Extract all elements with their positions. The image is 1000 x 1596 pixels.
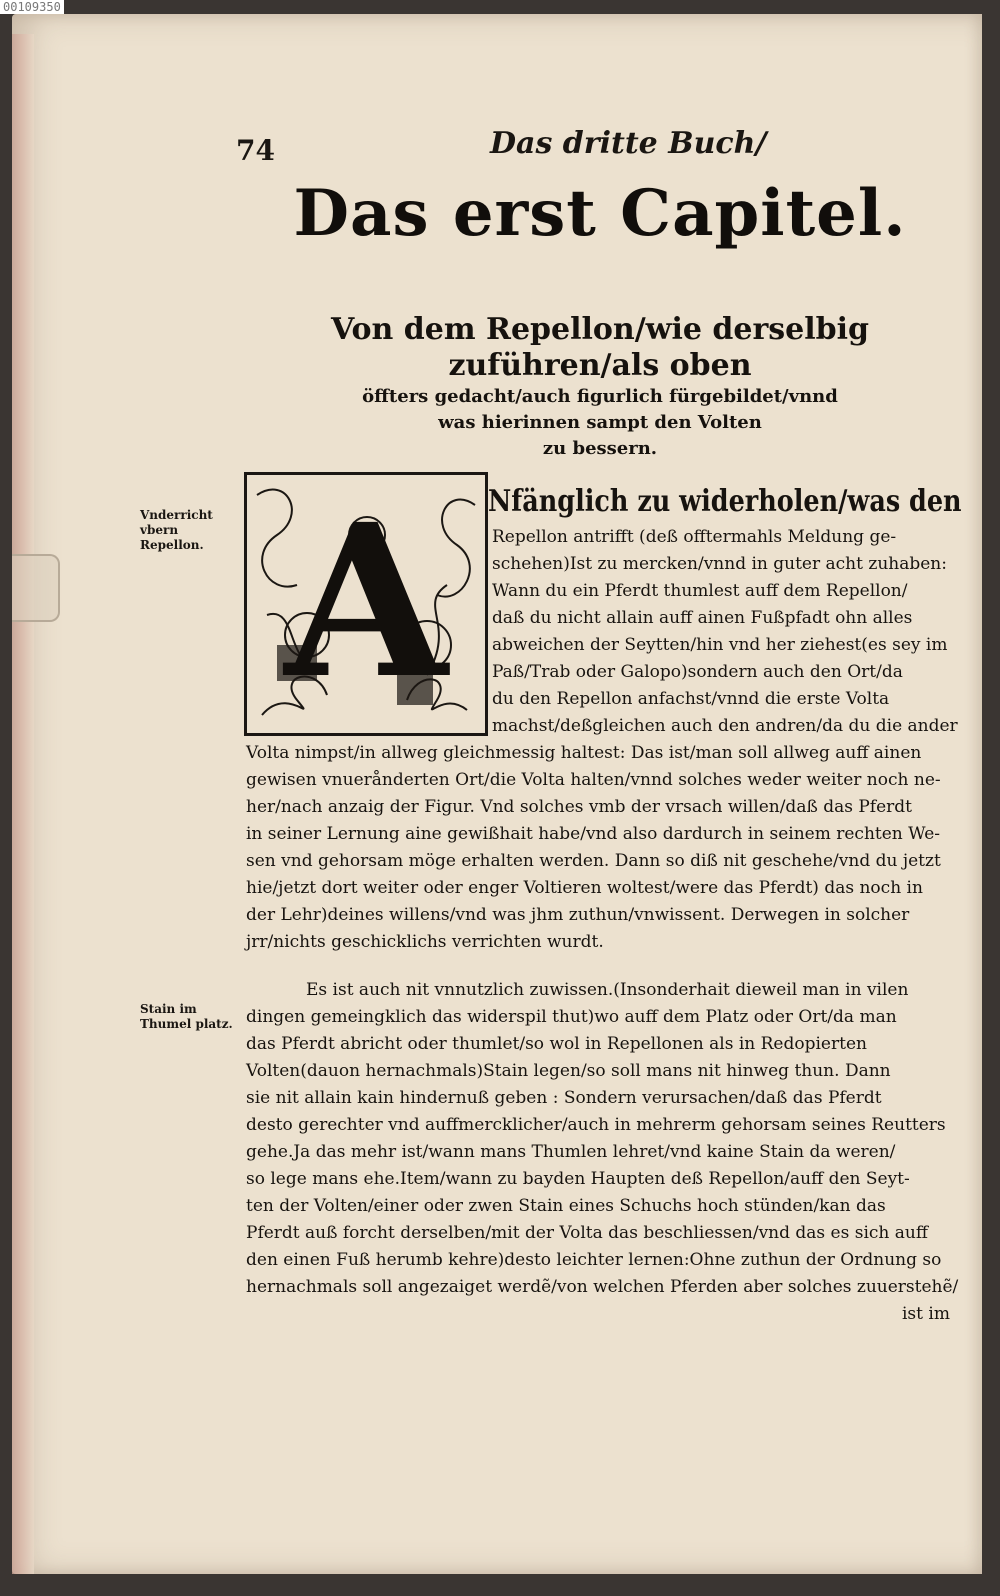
text-line: Repellon antrifft (deß offtermahls Meldung ge- bbox=[492, 527, 897, 547]
text-line: Volta nimpst/in allweg gleichmessig haltest: Das ist/man soll allweg auff ainen bbox=[246, 743, 922, 763]
chapter-subtitle bbox=[250, 312, 950, 462]
text-line: der Lehr)deines willens/vnd was jhm zuthun/vnwissent. Derwegen in solcher bbox=[246, 905, 910, 925]
text-line: her/nach anzaig der Figur. Vnd solches vmb der vrsach willen/daß das Pferdt bbox=[246, 797, 912, 817]
catchword: ist im bbox=[902, 1304, 950, 1324]
ornament-icon bbox=[247, 475, 485, 733]
margin-note: Stain im Thumel platz. bbox=[140, 1002, 233, 1031]
text-line: so lege mans ehe.Item/wann zu bayden Haupten deß Repellon/auff den Seyt- bbox=[246, 1169, 910, 1189]
page-edge bbox=[12, 34, 34, 1574]
text-line: in seiner Lernung aine gewißhait habe/vnd also dardurch in seinem rechten We- bbox=[246, 824, 941, 844]
text-line: Wann du ein Pferdt thumlest auff dem Repellon/ bbox=[492, 581, 908, 601]
text-line: das Pferdt abricht oder thumlet/so wol in Repellonen als in Redopierten bbox=[246, 1034, 867, 1054]
text-line: dingen gemeingklich das widerspil thut)wo auff dem Platz oder Ort/da man bbox=[246, 1007, 897, 1027]
running-header bbox=[230, 126, 960, 176]
text-line: sen vnd gehorsam möge erhalten werden. Dann so diß nit geschehe/vnd du jetzt bbox=[246, 851, 941, 871]
page-clip bbox=[12, 554, 60, 622]
subtitle-line: was hierinnen sampt den Volten bbox=[438, 412, 762, 433]
text-line: Pferdt auß forcht derselben/mit der Volta das beschliessen/vnd das es sich auff bbox=[246, 1223, 928, 1243]
text-line: den einen Fuß herumb kehre)desto leichter lernen:Ohne zuthun der Ordnung so bbox=[246, 1250, 942, 1270]
text-line: ten der Volten/einer oder zwen Stain eines Schuchs hoch stünden/kan das bbox=[246, 1196, 886, 1216]
text-line: sie nit allain kain hindernuß geben : Sondern verursachen/daß das Pferdt bbox=[246, 1088, 882, 1108]
text-line: gehe.Ja das mehr ist/wann mans Thumlen lehret/vnd kaine Stain da weren/ bbox=[246, 1142, 896, 1162]
text-line: abweichen der Seytten/hin vnd her ziehest(es sey im bbox=[492, 635, 948, 655]
subtitle-line: öffters gedacht/auch figurlich fürgebildet/vnnd bbox=[362, 386, 838, 407]
text-line: Paß/Trab oder Galopo)sondern auch den Ort/da bbox=[492, 662, 903, 682]
text-line: du den Repellon anfachst/vnnd die erste Volta bbox=[492, 689, 890, 709]
initial-letter: A bbox=[284, 478, 448, 725]
text-line: hie/jetzt dort weiter oder enger Voltieren woltest/were das Pferdt) das noch in bbox=[246, 878, 923, 898]
decorated-initial bbox=[244, 472, 488, 736]
text-line: hernachmals soll angezaiget werdẽ/von welchen Pferden aber solches zuuerstehẽ/ bbox=[246, 1277, 959, 1297]
text-line: machst/deßgleichen auch den andren/da du die ander bbox=[492, 716, 958, 736]
text-line: daß du nicht allain auff ainen Fußpfadt ohn alles bbox=[492, 608, 913, 628]
text-line: desto gerechter vnd auffmercklicher/auch in mehrerm gehorsam seines Reutters bbox=[246, 1115, 946, 1135]
running-head: Das dritte Buch/ bbox=[490, 126, 767, 161]
text-line: jrr/nichts geschicklichs verrichten wurdt. bbox=[246, 932, 604, 952]
corner-identifier: 00109350 bbox=[0, 0, 64, 14]
subtitle-line: Von dem Repellon/wie derselbig zuführen/als oben bbox=[330, 312, 870, 383]
margin-note: Vnderricht vbern Repellon. bbox=[140, 508, 213, 552]
subtitle-line: zu bessern. bbox=[542, 438, 658, 459]
text-line: Volten(dauon hernachmals)Stain legen/so soll mans nit hinweg thun. Dann bbox=[246, 1061, 891, 1081]
text-line: Es ist auch nit vnnutzlich zuwissen.(Insonderhait dieweil man in vilen bbox=[306, 980, 909, 1000]
text-line: gewisen vnuerånderten Ort/die Volta halten/vnnd solches weder weiter noch ne- bbox=[246, 770, 941, 790]
page-number: 74 bbox=[236, 134, 275, 167]
text-line: schehen)Ist zu mercken/vnnd in guter acht zuhaben: bbox=[492, 554, 947, 574]
lead-line: Nfänglich zu widerholen/was den bbox=[488, 484, 962, 519]
chapter-title: Das erst Capitel. bbox=[293, 176, 907, 251]
